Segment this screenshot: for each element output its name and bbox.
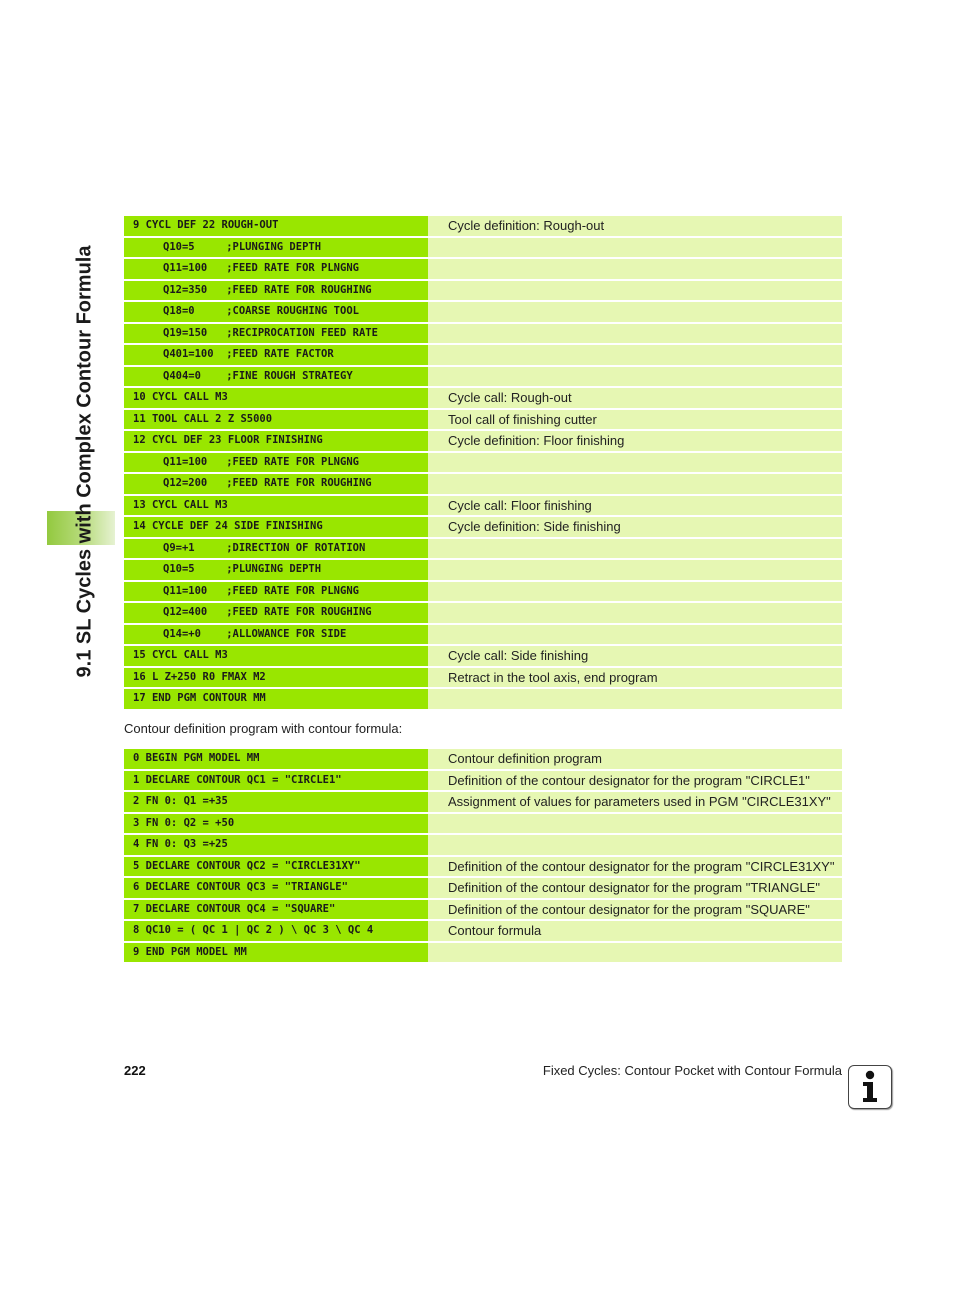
description-cell: Tool call of finishing cutter [428,410,842,430]
table-row [124,216,842,236]
nc-code-cell: Q9=+1 ;DIRECTION OF ROTATION [124,539,428,559]
nc-code-cell: Q11=100 ;FEED RATE FOR PLNGNG [124,259,428,279]
nc-code-cell: 14 CYCLE DEF 24 SIDE FINISHING [124,517,428,537]
nc-code-cell: 5 DECLARE CONTOUR QC2 = "CIRCLE31XY" [124,857,428,877]
nc-code-cell: Q12=400 ;FEED RATE FOR ROUGHING [124,603,428,623]
nc-code-cell: Q11=100 ;FEED RATE FOR PLNGNG [124,453,428,473]
description-cell: Contour definition program [428,749,842,769]
table-row [124,410,842,430]
nc-code-cell: 4 FN 0: Q3 =+25 [124,835,428,855]
table-row [124,646,842,666]
nc-code-cell: 6 DECLARE CONTOUR QC3 = "TRIANGLE" [124,878,428,898]
nc-code-cell: 3 FN 0: Q2 = +50 [124,814,428,834]
nc-code-cell: Q10=5 ;PLUNGING DEPTH [124,238,428,258]
nc-code-cell: Q404=0 ;FINE ROUGH STRATEGY [124,367,428,387]
description-cell: Definition of the contour designator for the program "CIRCLE31XY" [428,857,842,877]
nc-code-cell: 0 BEGIN PGM MODEL MM [124,749,428,769]
description-cell [428,238,842,258]
chapter-title-vertical [71,216,99,706]
table-row [124,453,842,473]
nc-code-cell: 9 CYCL DEF 22 ROUGH-OUT [124,216,428,236]
nc-code-cell: 9 END PGM MODEL MM [124,943,428,963]
info-icon [848,1065,892,1109]
description-cell [428,582,842,602]
table-row [124,582,842,602]
description-cell: Cycle call: Floor finishing [428,496,842,516]
table-row [124,603,842,623]
description-cell [428,453,842,473]
description-cell [428,259,842,279]
table-row [124,302,842,322]
table-row [124,431,842,451]
nc-code-cell: 11 TOOL CALL 2 Z S5000 [124,410,428,430]
description-cell [428,474,842,494]
nc-code-cell: 16 L Z+250 R0 FMAX M2 [124,668,428,688]
description-cell [428,943,842,963]
description-cell [428,345,842,365]
footer-title: Fixed Cycles: Contour Pocket with Contour Formula [542,1063,842,1078]
nc-code-cell: 10 CYCL CALL M3 [124,388,428,408]
nc-code-cell: Q12=200 ;FEED RATE FOR ROUGHING [124,474,428,494]
program-table-contour [124,216,842,711]
description-cell [428,302,842,322]
description-cell [428,539,842,559]
description-cell [428,281,842,301]
nc-code-cell: 15 CYCL CALL M3 [124,646,428,666]
table-row [124,835,842,855]
table-row [124,792,842,812]
table-row [124,878,842,898]
table-row [124,625,842,645]
chapter-title-text: 9.1 SL Cycles with Complex Contour Formula [73,245,96,677]
table-row [124,900,842,920]
description-cell: Definition of the contour designator for the program "SQUARE" [428,900,842,920]
table-row [124,259,842,279]
description-cell [428,603,842,623]
nc-code-cell: Q18=0 ;COARSE ROUGHING TOOL [124,302,428,322]
description-cell: Cycle call: Side finishing [428,646,842,666]
description-cell [428,625,842,645]
description-cell: Cycle call: Rough-out [428,388,842,408]
table-row [124,814,842,834]
description-cell [428,689,842,709]
nc-code-cell: Q10=5 ;PLUNGING DEPTH [124,560,428,580]
nc-code-cell: 17 END PGM CONTOUR MM [124,689,428,709]
table-row [124,857,842,877]
nc-code-cell: 8 QC10 = ( QC 1 | QC 2 ) \ QC 3 \ QC 4 [124,921,428,941]
table-row [124,689,842,709]
description-cell: Contour formula [428,921,842,941]
nc-code-cell: Q401=100 ;FEED RATE FACTOR [124,345,428,365]
description-cell: Definition of the contour designator for the program "CIRCLE1" [428,771,842,791]
page-number: 222 [124,1063,146,1078]
table-row [124,388,842,408]
table-row [124,668,842,688]
nc-code-cell: 1 DECLARE CONTOUR QC1 = "CIRCLE1" [124,771,428,791]
table-row [124,943,842,963]
table-row [124,560,842,580]
description-cell [428,814,842,834]
description-cell: Cycle definition: Rough-out [428,216,842,236]
description-cell [428,560,842,580]
nc-code-cell: 13 CYCL CALL M3 [124,496,428,516]
table-row [124,474,842,494]
table-row [124,496,842,516]
table-row [124,324,842,344]
nc-code-cell: Q11=100 ;FEED RATE FOR PLNGNG [124,582,428,602]
description-cell [428,367,842,387]
table-row [124,771,842,791]
table-row [124,367,842,387]
description-cell: Cycle definition: Floor finishing [428,431,842,451]
nc-code-cell: Q12=350 ;FEED RATE FOR ROUGHING [124,281,428,301]
nc-code-cell: 2 FN 0: Q1 =+35 [124,792,428,812]
description-cell [428,324,842,344]
nc-code-cell: 7 DECLARE CONTOUR QC4 = "SQUARE" [124,900,428,920]
nc-code-cell: Q14=+0 ;ALLOWANCE FOR SIDE [124,625,428,645]
table-row [124,281,842,301]
table-row [124,517,842,537]
description-cell: Definition of the contour designator for the program "TRIANGLE" [428,878,842,898]
table-row [124,749,842,769]
table-row [124,345,842,365]
program-table-model [124,749,842,964]
description-cell [428,835,842,855]
nc-code-cell: 12 CYCL DEF 23 FLOOR FINISHING [124,431,428,451]
table-row [124,921,842,941]
description-cell: Cycle definition: Side finishing [428,517,842,537]
table-row [124,238,842,258]
description-cell: Assignment of values for parameters used in PGM "CIRCLE31XY" [428,792,842,812]
table-row [124,539,842,559]
nc-code-cell: Q19=150 ;RECIPROCATION FEED RATE [124,324,428,344]
description-cell: Retract in the tool axis, end program [428,668,842,688]
table-caption: Contour definition program with contour formula: [124,721,403,736]
